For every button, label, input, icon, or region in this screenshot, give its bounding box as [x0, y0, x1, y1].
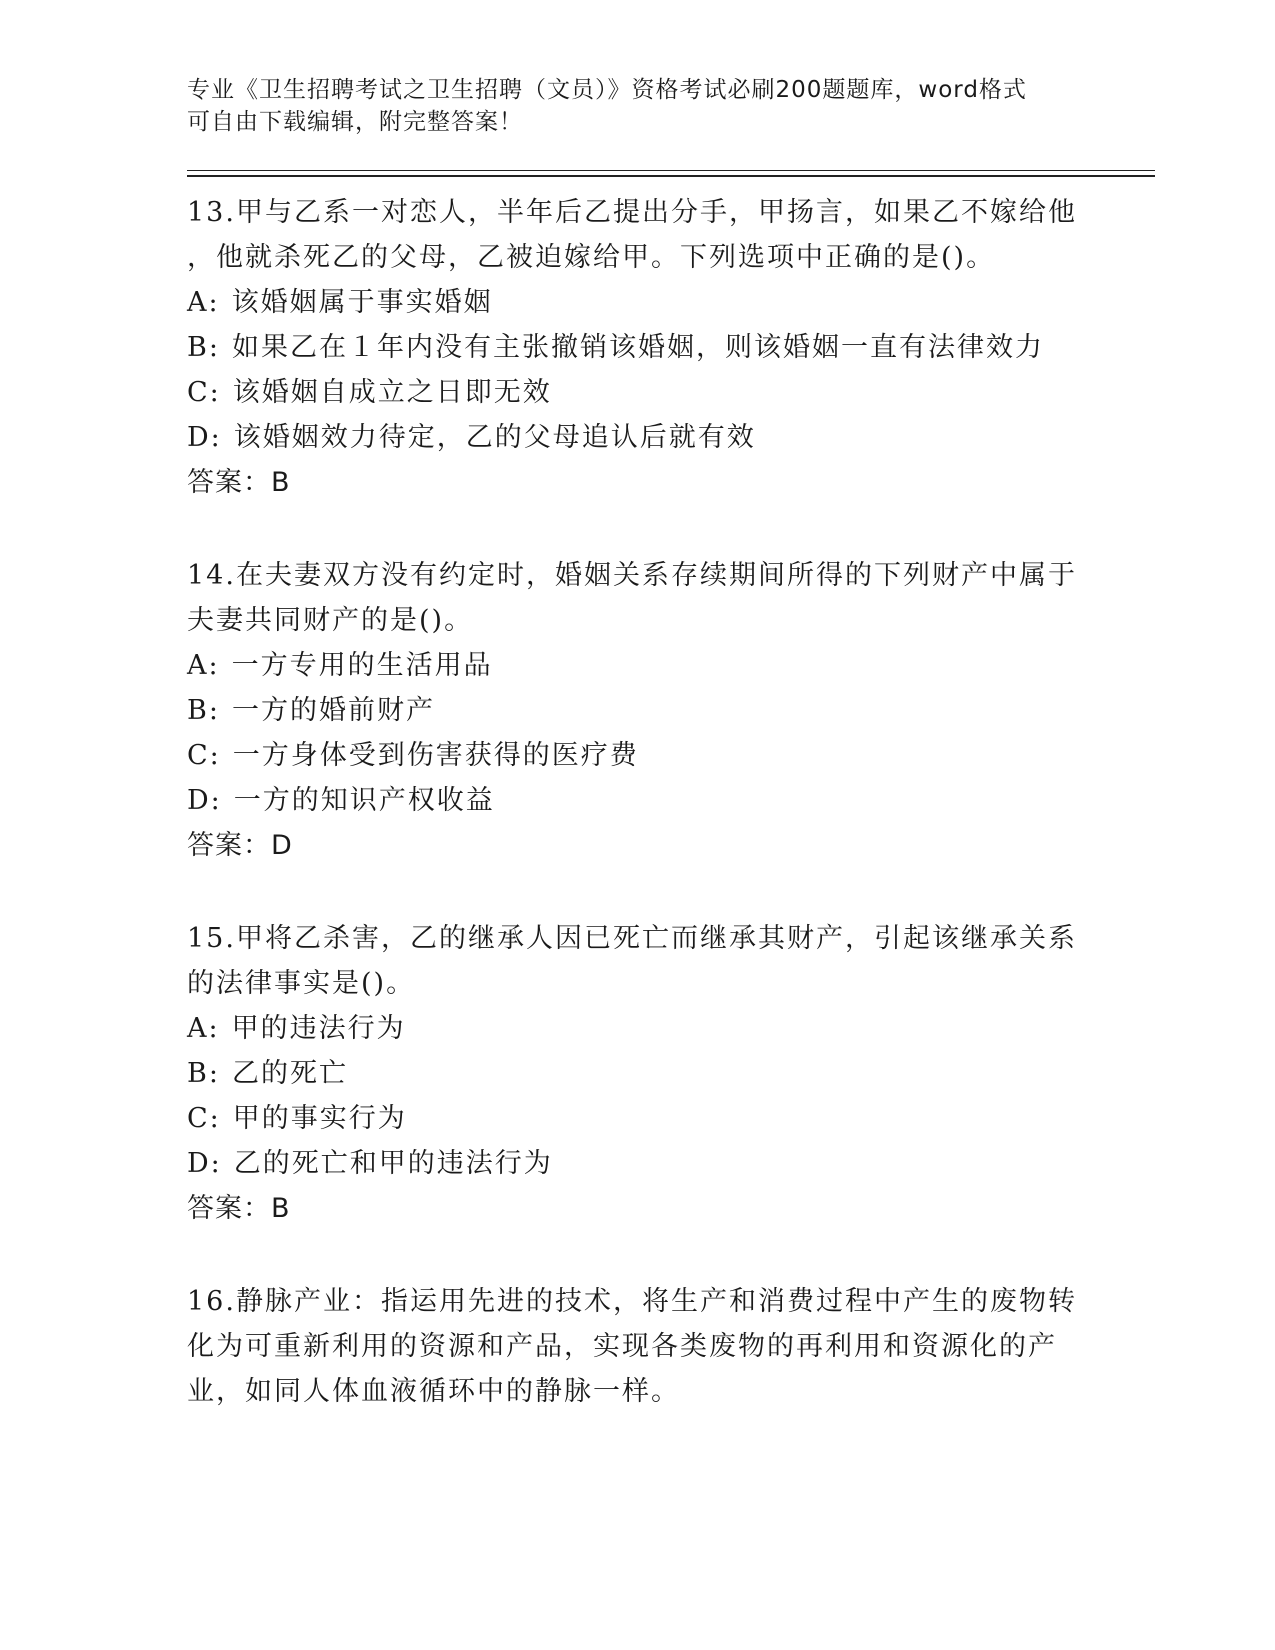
option-text: 一方的知识产权收益 — [233, 785, 495, 816]
header-line-2: 可自由下载编辑，附完整答案！ — [187, 109, 523, 135]
option-letter: B: — [187, 332, 220, 363]
option-letter: D: — [187, 1148, 222, 1179]
document-header — [187, 74, 1087, 138]
option-b — [187, 688, 1087, 733]
option-text: 甲的事实行为 — [232, 1103, 407, 1134]
option-letter: A: — [187, 287, 220, 318]
header-line-1: 专业《卫生招聘考试之卫生招聘（文员）》资格考试必刷200题题库，word格式 — [187, 77, 1027, 103]
question-stem-line: 的法律事实是()。 — [187, 968, 416, 999]
option-text: 一方身体受到伤害获得的医疗费 — [232, 740, 639, 771]
option-d — [187, 778, 1087, 823]
option-text: 乙的死亡和甲的违法行为 — [233, 1148, 553, 1179]
option-d — [187, 1141, 1087, 1186]
question-stem-line: 业，如同人体血液循环中的静脉一样。 — [187, 1376, 680, 1407]
option-c — [187, 1096, 1087, 1141]
option-a — [187, 280, 1087, 325]
option-letter: B: — [187, 695, 220, 726]
question-15 — [187, 916, 1087, 1231]
option-letter: C: — [187, 1103, 221, 1134]
option-text: 甲的违法行为 — [231, 1013, 406, 1044]
header-divider-thin — [187, 170, 1155, 171]
option-text: 一方专用的生活用品 — [231, 650, 493, 681]
question-stem-line: 14.在夫妻双方没有约定时，婚姻关系存续期间所得的下列财产中属于 — [187, 560, 1077, 591]
answer-line: 答案：B — [187, 1193, 291, 1224]
answer-line: 答案：D — [187, 830, 293, 861]
option-a — [187, 1006, 1087, 1051]
option-letter: C: — [187, 377, 221, 408]
option-c — [187, 370, 1087, 415]
option-letter: A: — [187, 650, 220, 681]
question-stem-line: 13.甲与乙系一对恋人，半年后乙提出分手，甲扬言，如果乙不嫁给他 — [187, 197, 1077, 228]
option-letter: B: — [187, 1058, 220, 1089]
option-text: 该婚姻自成立之日即无效 — [232, 377, 552, 408]
question-stem-line: 16.静脉产业：指运用先进的技术，将生产和消费过程中产生的废物转 — [187, 1286, 1077, 1317]
answer-line: 答案：B — [187, 467, 291, 498]
option-a — [187, 643, 1087, 688]
option-letter: A: — [187, 1013, 220, 1044]
option-letter: D: — [187, 785, 222, 816]
option-text: 该婚姻效力待定，乙的父母追认后就有效 — [233, 422, 756, 453]
question-stem-line: ，他就杀死乙的父母，乙被迫嫁给甲。下列选项中正确的是()。 — [187, 242, 996, 273]
option-letter: C: — [187, 740, 221, 771]
option-b — [187, 325, 1087, 370]
option-text: 如果乙在１年内没有主张撤销该婚姻，则该婚姻一直有法律效力 — [231, 332, 1044, 363]
question-16 — [187, 1279, 1087, 1414]
question-stem-line: 化为可重新利用的资源和产品，实现各类废物的再利用和资源化的产 — [187, 1331, 1057, 1362]
option-letter: D: — [187, 422, 222, 453]
header-divider-thick — [187, 175, 1155, 177]
question-stem-line: 15.甲将乙杀害，乙的继承人因已死亡而继承其财产，引起该继承关系 — [187, 923, 1077, 954]
option-text: 一方的婚前财产 — [231, 695, 435, 726]
question-list — [187, 190, 1087, 1462]
question-stem-line: 夫妻共同财产的是()。 — [187, 605, 474, 636]
option-d — [187, 415, 1087, 460]
option-c — [187, 733, 1087, 778]
option-b — [187, 1051, 1087, 1096]
option-text: 乙的死亡 — [231, 1058, 348, 1089]
option-text: 该婚姻属于事实婚姻 — [231, 287, 493, 318]
question-13 — [187, 190, 1087, 505]
question-14 — [187, 553, 1087, 868]
